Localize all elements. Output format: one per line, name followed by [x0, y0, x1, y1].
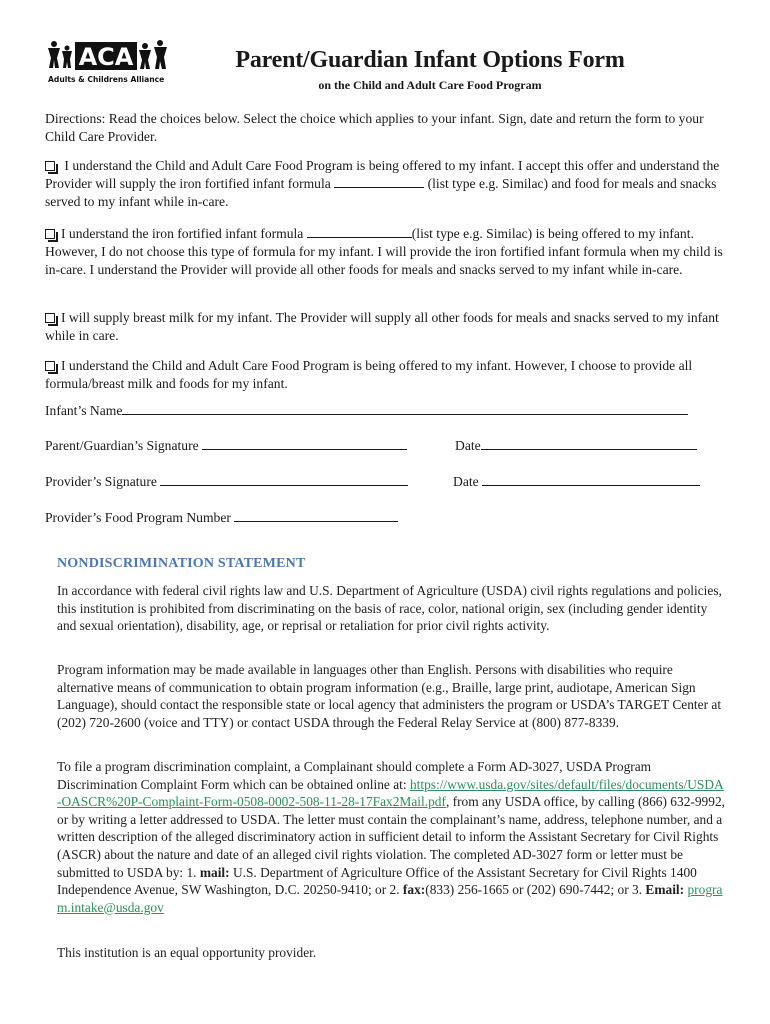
svg-text:ACA: ACA: [78, 43, 134, 71]
provider-signature-label: Provider’s Signature: [45, 474, 157, 489]
parent-date-row: [455, 437, 697, 455]
parent-signature-field[interactable]: [202, 437, 407, 450]
nondiscrimination-para-2: Program information may be made available in languages other than English. Persons with disabilities who require alternative means of communication to obtain program information (e.g., Braille, large print, audiotape, American Sign Language), should contact the responsible state or local agency that administers the program or USDA’s TARGET Center at (202) 720-2600 (voice and TTY) or contact USDA through the Federal Relay Service at (800) 877-8339.: [57, 662, 722, 730]
option-1-text-a: I understand the Child and Adult Care Food Program is being offered to my infant. I accept this offer and understand the Provider will supply the iron fortified infant formula: [45, 158, 720, 191]
complaint-text-c: U.S. Department of Agriculture Office of the Assistant Secretary for Civil Rights 1400 Independence Avenue, SW Washington, D.C. 20250-9410; or 2.: [57, 864, 697, 898]
email-link[interactable]: program.intake@usda.gov: [57, 882, 723, 915]
option-3-text: I will supply breast milk for my infant. The Provider will supply all other foods for meals and snacks served to my infant while in care.: [45, 310, 719, 343]
nondiscrimination-para-3: [57, 758, 725, 916]
formula-type-field-2[interactable]: [307, 225, 412, 238]
option-2: [45, 225, 730, 279]
option-2-checkbox[interactable]: [45, 229, 55, 239]
complaint-text-d: (833) 256-1665 or (202) 690-7442; or 3.: [425, 882, 643, 898]
complaint-text-b: , from any USDA office, by calling (866) 632-9992, or by writing a letter addressed to USDA. The letter must contain the complainant’s name, address, telephone number, and a written description of the alleged discriminatory action in sufficient detail to inform the Assistant Secretary for Civil Rights (ASCR) about the nature and date of an alleged civil rights violation. The completed AD-3027 form or letter must be submitted to USDA by: 1.: [57, 794, 725, 880]
fax-label: fax:: [402, 882, 426, 898]
parent-date-label: Date: [455, 438, 481, 453]
option-1-checkbox[interactable]: [45, 161, 55, 171]
provider-date-label: Date: [453, 474, 479, 489]
svg-text:Adults & Childrens Alliance: Adults & Childrens Alliance: [48, 75, 165, 84]
option-3: [45, 309, 730, 345]
provider-signature-row: [45, 473, 408, 491]
parent-signature-label: Parent/Guardian’s Signature: [45, 438, 199, 453]
formula-type-field-1[interactable]: [334, 175, 424, 188]
form-subtitle: on the Child and Adult Care Food Program: [318, 78, 542, 92]
parent-signature-row: [45, 437, 407, 455]
option-1: [45, 157, 730, 211]
option-4: [45, 357, 730, 393]
email-label: Email:: [645, 882, 685, 898]
aca-logo: [44, 38, 174, 88]
equal-opportunity-statement: This institution is an equal opportunity provider.: [57, 945, 317, 960]
program-number-row: [45, 509, 398, 527]
provider-date-row: [453, 473, 700, 491]
infant-name-label: Infant’s Name: [45, 403, 123, 418]
complaint-form-link[interactable]: https://www.usda.gov/sites/default/files/documents/USDA-OASCR%20P-Complaint-Form-0508-0002-508-11-28-17Fax2Mail.pdf: [57, 776, 724, 810]
option-2-text-a: I understand the iron fortified infant formula: [61, 226, 304, 241]
mail-label: mail:: [199, 864, 230, 880]
option-3-checkbox[interactable]: [45, 313, 55, 323]
infant-name-row: [45, 402, 688, 420]
program-number-label: Provider’s Food Program Number: [45, 510, 231, 525]
directions-text: Directions: Read the choices below. Select the choice which applies to your infant. Sign, date and return the form to your Child Care Provider.: [45, 111, 704, 144]
infant-name-field[interactable]: [122, 402, 688, 415]
provider-date-field[interactable]: [482, 473, 700, 486]
provider-signature-field[interactable]: [160, 473, 408, 486]
nondiscrimination-para-1: In accordance with federal civil rights law and U.S. Department of Agriculture (USDA) civil rights regulations and policies, this institution is prohibited from discriminating on the basis of race, color, national origin, sex (including gender identity and sexual orientation), disability, age, or reprisal or retaliation for prior civil rights activity.: [57, 583, 722, 634]
aca-logo-graphic: [44, 38, 174, 88]
option-4-checkbox[interactable]: [45, 361, 55, 371]
form-title: Parent/Guardian Infant Options Form: [235, 47, 625, 73]
option-1-text-b: (list type e.g. Similac) and food for meals and snacks served to my infant while in-care.: [45, 176, 717, 209]
nondiscrimination-heading: NONDISCRIMINATION STATEMENT: [57, 556, 306, 571]
parent-date-field[interactable]: [481, 437, 697, 450]
option-4-text: I understand the Child and Adult Care Food Program is being offered to my infant. However, I choose to provide all formula/breast milk and foods for my infant.: [45, 358, 693, 391]
option-2-text-b: (list type e.g. Similac) is being offered to my infant. However, I do not choose this type of formula for my infant. I will provide the iron fortified infant formula when my child is in-care. I understand the Provider will provide all other foods for meals and snacks served to my infant while in-care.: [45, 226, 723, 277]
program-number-field[interactable]: [234, 509, 398, 522]
complaint-text-a: To file a program discrimination complaint, a Complainant should complete a Form AD-3027, USDA Program Discrimination Complaint Form which can be obtained online at:: [57, 759, 652, 792]
